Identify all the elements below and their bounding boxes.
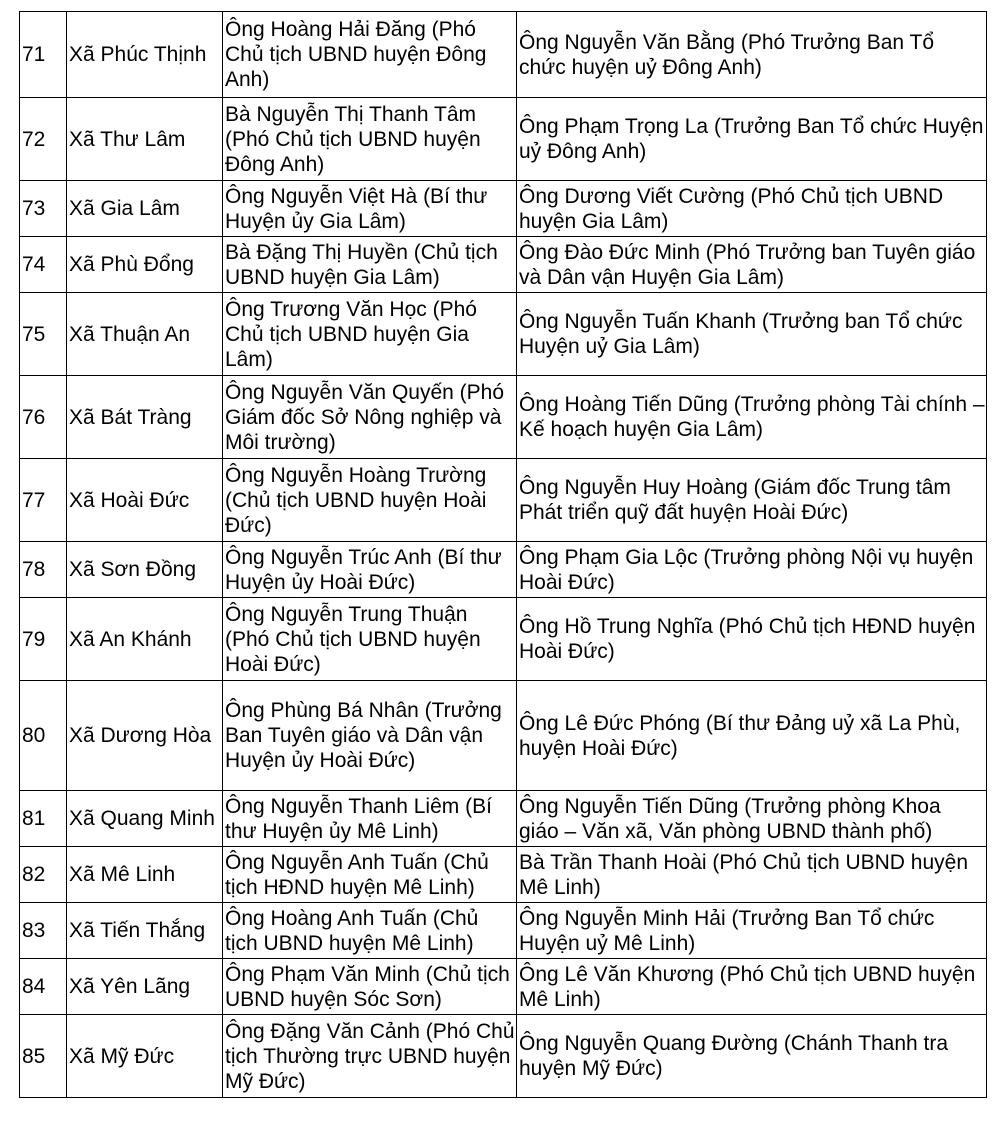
party-secretary: Ông Hoàng Tiến Dũng (Trưởng phòng Tài chính – Kế hoạch huyện Gia Lâm): [517, 376, 987, 459]
party-secretary: Ông Nguyễn Văn Bằng (Phó Trưởng Ban Tổ chức huyện uỷ Đông Anh): [517, 12, 987, 98]
chairperson: Ông Đặng Văn Cảnh (Phó Chủ tịch Thường trực UBND huyện Mỹ Đức): [223, 1015, 517, 1098]
commune-name: Xã Tiến Thắng: [67, 903, 223, 959]
row-number: 72: [20, 98, 67, 181]
table-row: [20, 681, 987, 791]
table-row: [20, 376, 987, 459]
party-secretary: Bà Trần Thanh Hoài (Phó Chủ tịch UBND huyện Mê Linh): [517, 847, 987, 903]
table-row: [20, 903, 987, 959]
table-row: [20, 459, 987, 542]
chairperson: Ông Nguyễn Hoàng Trường (Chủ tịch UBND huyện Hoài Đức): [223, 459, 517, 542]
party-secretary: Ông Nguyễn Minh Hải (Trưởng Ban Tổ chức Huyện uỷ Mê Linh): [517, 903, 987, 959]
table-row: [20, 791, 987, 847]
row-number: 84: [20, 959, 67, 1015]
table-row: [20, 181, 987, 237]
commune-name: Xã Sơn Đồng: [67, 542, 223, 598]
row-number: 79: [20, 598, 67, 681]
chairperson: Ông Nguyễn Trung Thuận (Phó Chủ tịch UBND huyện Hoài Đức): [223, 598, 517, 681]
chairperson: Bà Đặng Thị Huyền (Chủ tịch UBND huyện Gia Lâm): [223, 237, 517, 293]
chairperson: Ông Phùng Bá Nhân (Trưởng Ban Tuyên giáo và Dân vận Huyện ủy Hoài Đức): [223, 681, 517, 791]
chairperson: Ông Nguyễn Việt Hà (Bí thư Huyện ủy Gia Lâm): [223, 181, 517, 237]
party-secretary: Ông Lê Đức Phóng (Bí thư Đảng uỷ xã La Phù, huyện Hoài Đức): [517, 681, 987, 791]
commune-name: Xã Bát Tràng: [67, 376, 223, 459]
document-page: [19, 11, 987, 1098]
table-row: [20, 293, 987, 376]
commune-name: Xã Hoài Đức: [67, 459, 223, 542]
row-number: 78: [20, 542, 67, 598]
commune-name: Xã Phúc Thịnh: [67, 12, 223, 98]
party-secretary: Ông Dương Viết Cường (Phó Chủ tịch UBND huyện Gia Lâm): [517, 181, 987, 237]
commune-name: Xã Dương Hòa: [67, 681, 223, 791]
commune-name: Xã Phù Đổng: [67, 237, 223, 293]
chairperson: Bà Nguyễn Thị Thanh Tâm (Phó Chủ tịch UBND huyện Đông Anh): [223, 98, 517, 181]
table-row: [20, 98, 987, 181]
table-row: [20, 542, 987, 598]
commune-name: Xã Mỹ Đức: [67, 1015, 223, 1098]
commune-name: Xã Yên Lãng: [67, 959, 223, 1015]
commune-name: Xã Gia Lâm: [67, 181, 223, 237]
chairperson: Ông Nguyễn Trúc Anh (Bí thư Huyện ủy Hoài Đức): [223, 542, 517, 598]
chairperson: Ông Hoàng Anh Tuấn (Chủ tịch UBND huyện Mê Linh): [223, 903, 517, 959]
chairperson: Ông Nguyễn Thanh Liêm (Bí thư Huyện ủy Mê Linh): [223, 791, 517, 847]
table-row: [20, 12, 987, 98]
chairperson: Ông Trương Văn Học (Phó Chủ tịch UBND huyện Gia Lâm): [223, 293, 517, 376]
row-number: 73: [20, 181, 67, 237]
row-number: 71: [20, 12, 67, 98]
table-row: [20, 1015, 987, 1098]
party-secretary: Ông Phạm Gia Lộc (Trưởng phòng Nội vụ huyện Hoài Đức): [517, 542, 987, 598]
party-secretary: Ông Phạm Trọng La (Trưởng Ban Tổ chức Huyện uỷ Đông Anh): [517, 98, 987, 181]
party-secretary: Ông Hồ Trung Nghĩa (Phó Chủ tịch HĐND huyện Hoài Đức): [517, 598, 987, 681]
chairperson: Ông Nguyễn Văn Quyến (Phó Giám đốc Sở Nông nghiệp và Môi trường): [223, 376, 517, 459]
personnel-table: [19, 11, 987, 1098]
commune-name: Xã An Khánh: [67, 598, 223, 681]
table-row: [20, 237, 987, 293]
commune-name: Xã Mê Linh: [67, 847, 223, 903]
row-number: 83: [20, 903, 67, 959]
commune-name: Xã Thuận An: [67, 293, 223, 376]
party-secretary: Ông Nguyễn Quang Đường (Chánh Thanh tra huyện Mỹ Đức): [517, 1015, 987, 1098]
table-row: [20, 847, 987, 903]
row-number: 75: [20, 293, 67, 376]
table-row: [20, 959, 987, 1015]
row-number: 80: [20, 681, 67, 791]
row-number: 77: [20, 459, 67, 542]
row-number: 74: [20, 237, 67, 293]
chairperson: Ông Nguyễn Anh Tuấn (Chủ tịch HĐND huyện Mê Linh): [223, 847, 517, 903]
table-row: [20, 598, 987, 681]
chairperson: Ông Phạm Văn Minh (Chủ tịch UBND huyện Sóc Sơn): [223, 959, 517, 1015]
row-number: 82: [20, 847, 67, 903]
row-number: 85: [20, 1015, 67, 1098]
chairperson: Ông Hoàng Hải Đăng (Phó Chủ tịch UBND huyện Đông Anh): [223, 12, 517, 98]
commune-name: Xã Thư Lâm: [67, 98, 223, 181]
commune-name: Xã Quang Minh: [67, 791, 223, 847]
party-secretary: Ông Nguyễn Huy Hoàng (Giám đốc Trung tâm Phát triển quỹ đất huyện Hoài Đức): [517, 459, 987, 542]
party-secretary: Ông Đào Đức Minh (Phó Trưởng ban Tuyên giáo và Dân vận Huyện Gia Lâm): [517, 237, 987, 293]
party-secretary: Ông Lê Văn Khương (Phó Chủ tịch UBND huyện Mê Linh): [517, 959, 987, 1015]
row-number: 81: [20, 791, 67, 847]
party-secretary: Ông Nguyễn Tuấn Khanh (Trưởng ban Tổ chức Huyện uỷ Gia Lâm): [517, 293, 987, 376]
row-number: 76: [20, 376, 67, 459]
party-secretary: Ông Nguyễn Tiến Dũng (Trưởng phòng Khoa giáo – Văn xã, Văn phòng UBND thành phố): [517, 791, 987, 847]
